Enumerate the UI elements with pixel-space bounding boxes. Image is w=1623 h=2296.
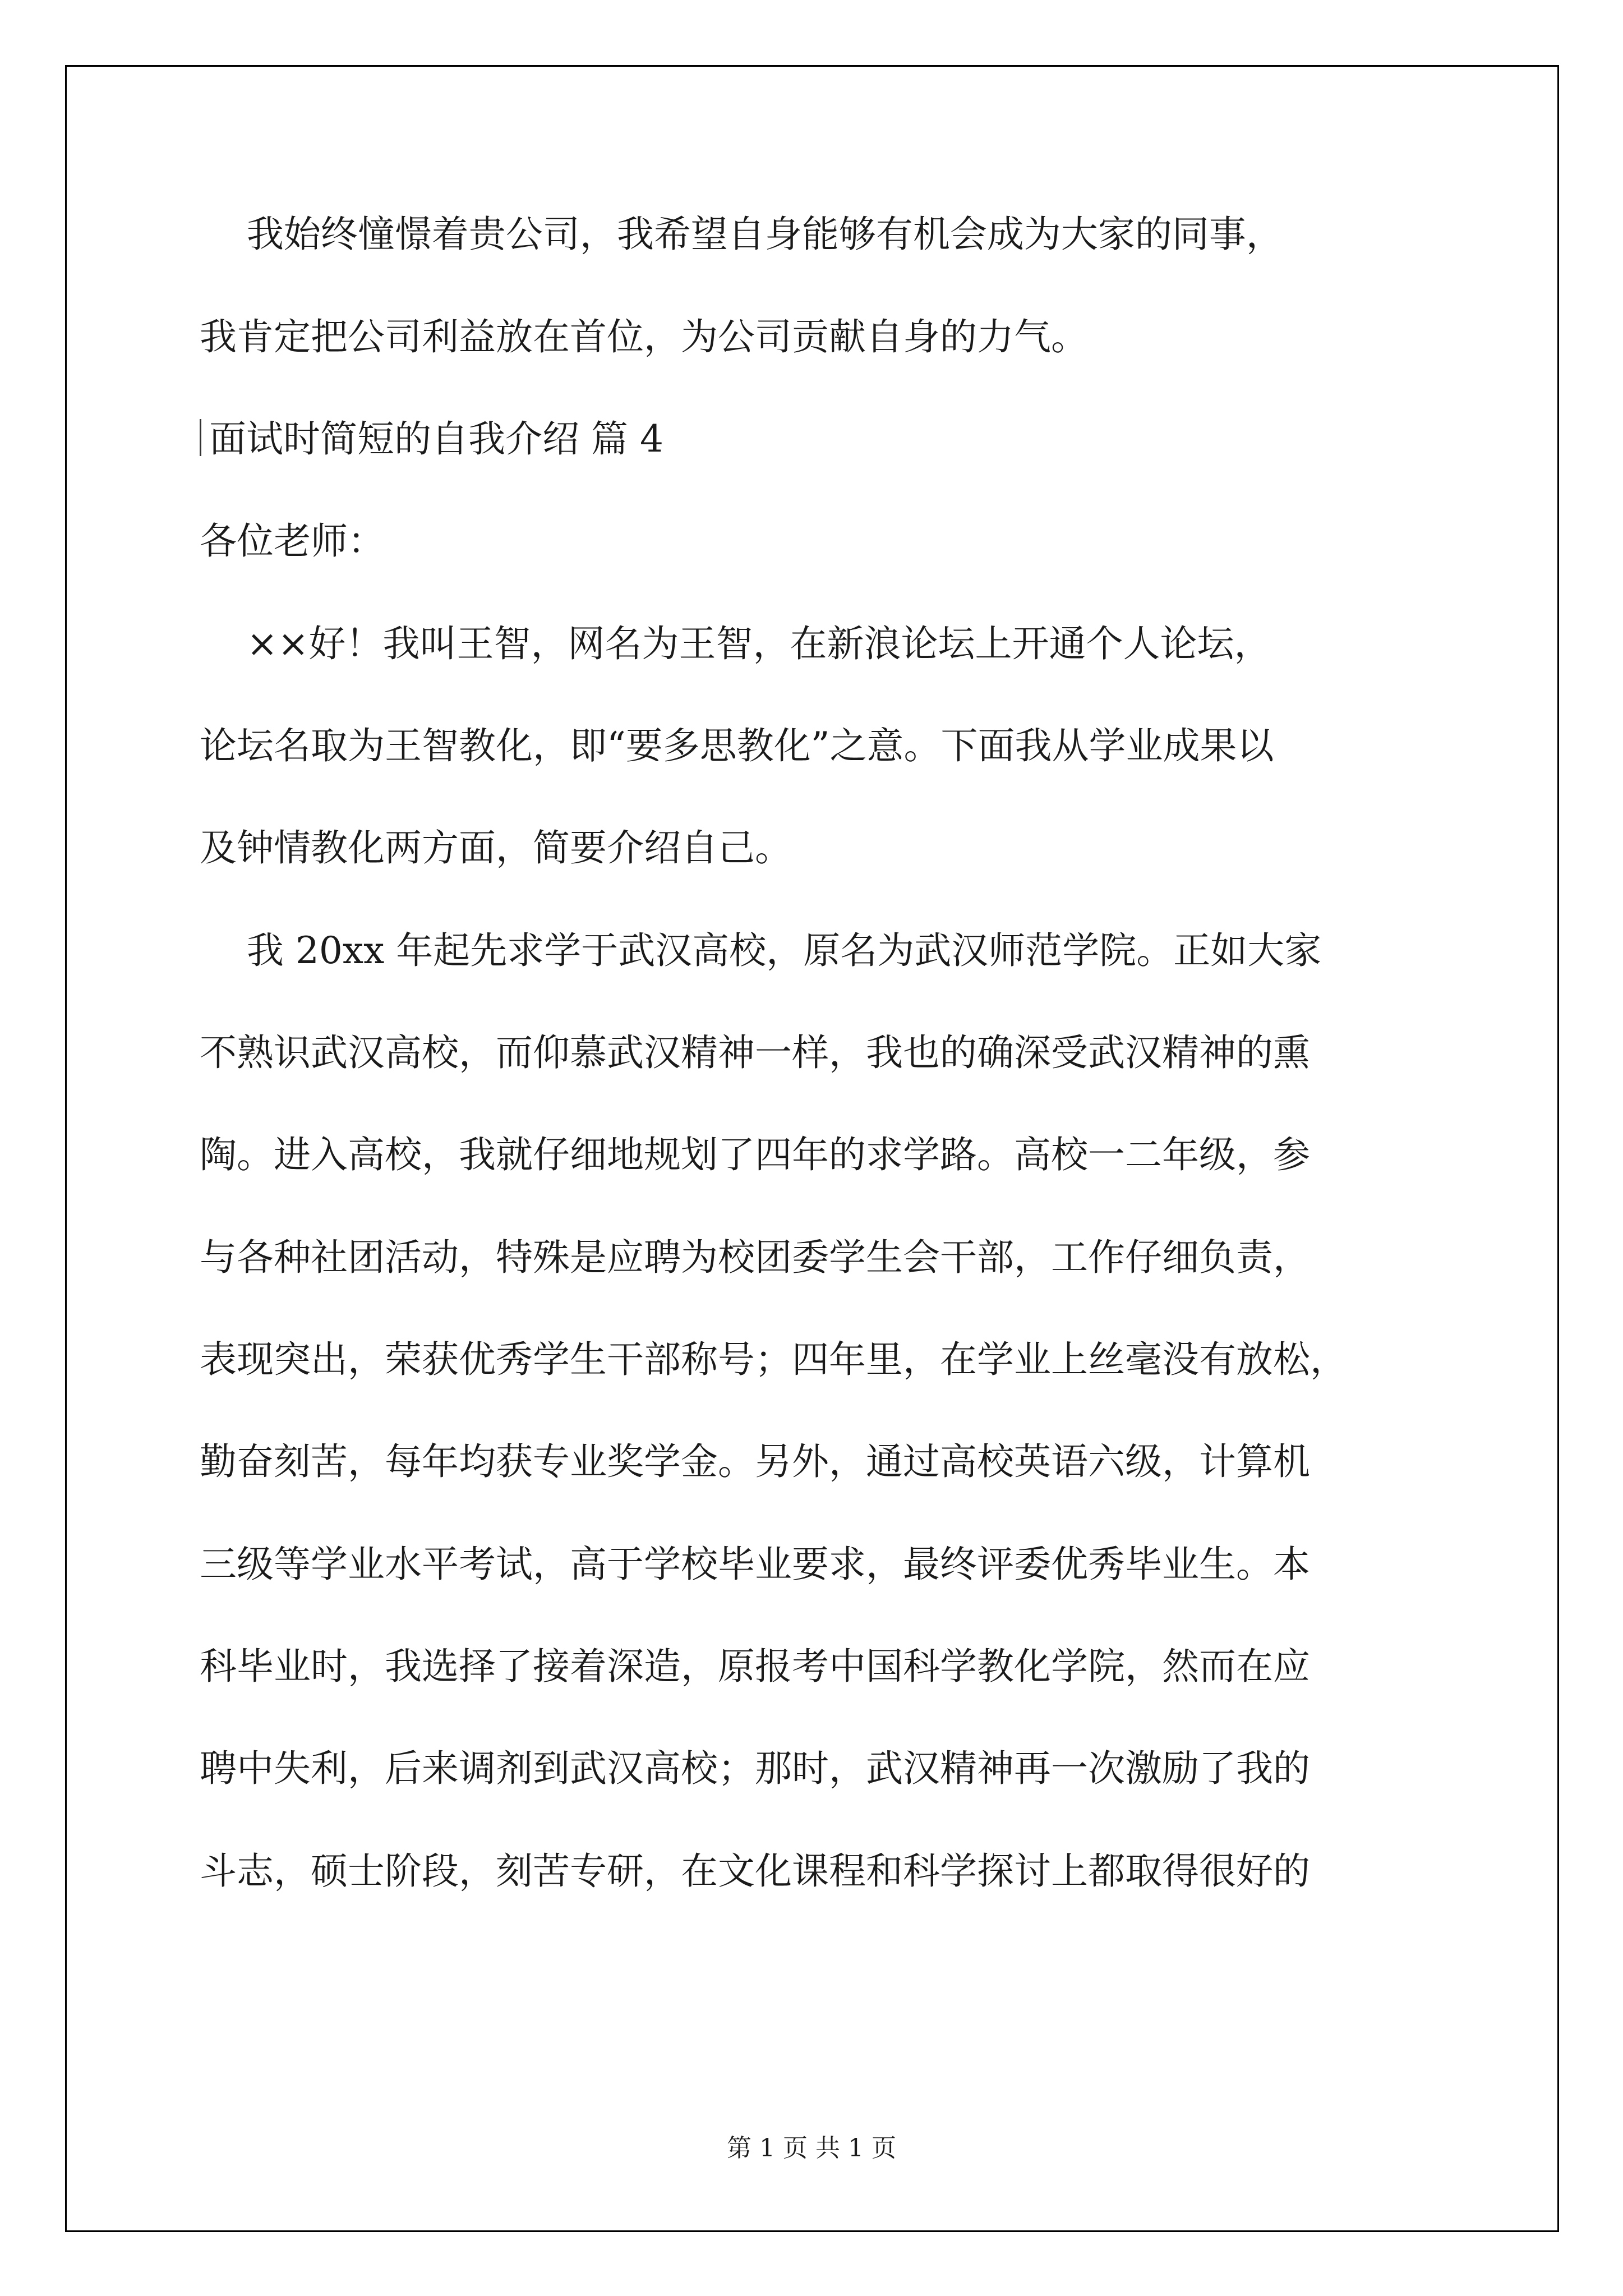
heading-marker bbox=[200, 419, 201, 456]
section-heading: 面试时简短的自我介绍 篇 4 bbox=[200, 417, 663, 462]
paragraph-line: 我始终憧憬着贵公司，我希望自身能够有机会成为大家的同事， bbox=[200, 213, 1283, 256]
paragraph-line: 我肯定把公司利益放在首位，为公司贡献自身的力气。 bbox=[200, 315, 1088, 358]
paragraph-line: 三级等学业水平考试，高于学校毕业要求，最终评委优秀毕业生。本 bbox=[200, 1543, 1310, 1586]
paragraph-line: 陶。进入高校，我就仔细地规划了四年的求学路。高校一二年级，参 bbox=[200, 1133, 1310, 1176]
paragraph-line: 勤奋刻苦，每年均获专业奖学金。另外，通过高校英语六级，计算机 bbox=[200, 1440, 1310, 1483]
paragraph-line: ××好！我叫王智，网名为王智，在新浪论坛上开通个人论坛， bbox=[200, 622, 1271, 665]
paragraph-line: 及钟情教化两方面，简要介绍自己。 bbox=[200, 826, 792, 869]
paragraph-line: 表现突出，荣获优秀学生干部称号；四年里，在学业上丝毫没有放松， bbox=[200, 1338, 1347, 1381]
page-footer bbox=[0, 2133, 1623, 2164]
salutation-line: 各位老师： bbox=[200, 519, 385, 563]
paragraph-line: 与各种社团活动，特殊是应聘为校团委学生会干部，工作仔细负责， bbox=[200, 1236, 1310, 1279]
paragraph-line: 我 20xx 年起先求学于武汉高校，原名为武汉师范学院。正如大家 bbox=[200, 929, 1322, 972]
page-number: 第 1 页 共 1 页 bbox=[727, 2134, 896, 2162]
paragraph-line: 论坛名取为王智教化，即“要多思教化”之意。下面我从学业成果以 bbox=[200, 724, 1274, 767]
paragraph-line: 科毕业时，我选择了接着深造，原报考中国科学教化学院，然而在应 bbox=[200, 1645, 1310, 1688]
paragraph-line: 斗志，硕士阶段，刻苦专研，在文化课程和科学探讨上都取得很好的 bbox=[200, 1849, 1310, 1893]
paragraph-line: 聘中失利，后来调剂到武汉高校；那时，武汉精神再一次激励了我的 bbox=[200, 1747, 1310, 1790]
paragraph-line: 不熟识武汉高校，而仰慕武汉精神一样，我也的确深受武汉精神的熏 bbox=[200, 1031, 1310, 1074]
